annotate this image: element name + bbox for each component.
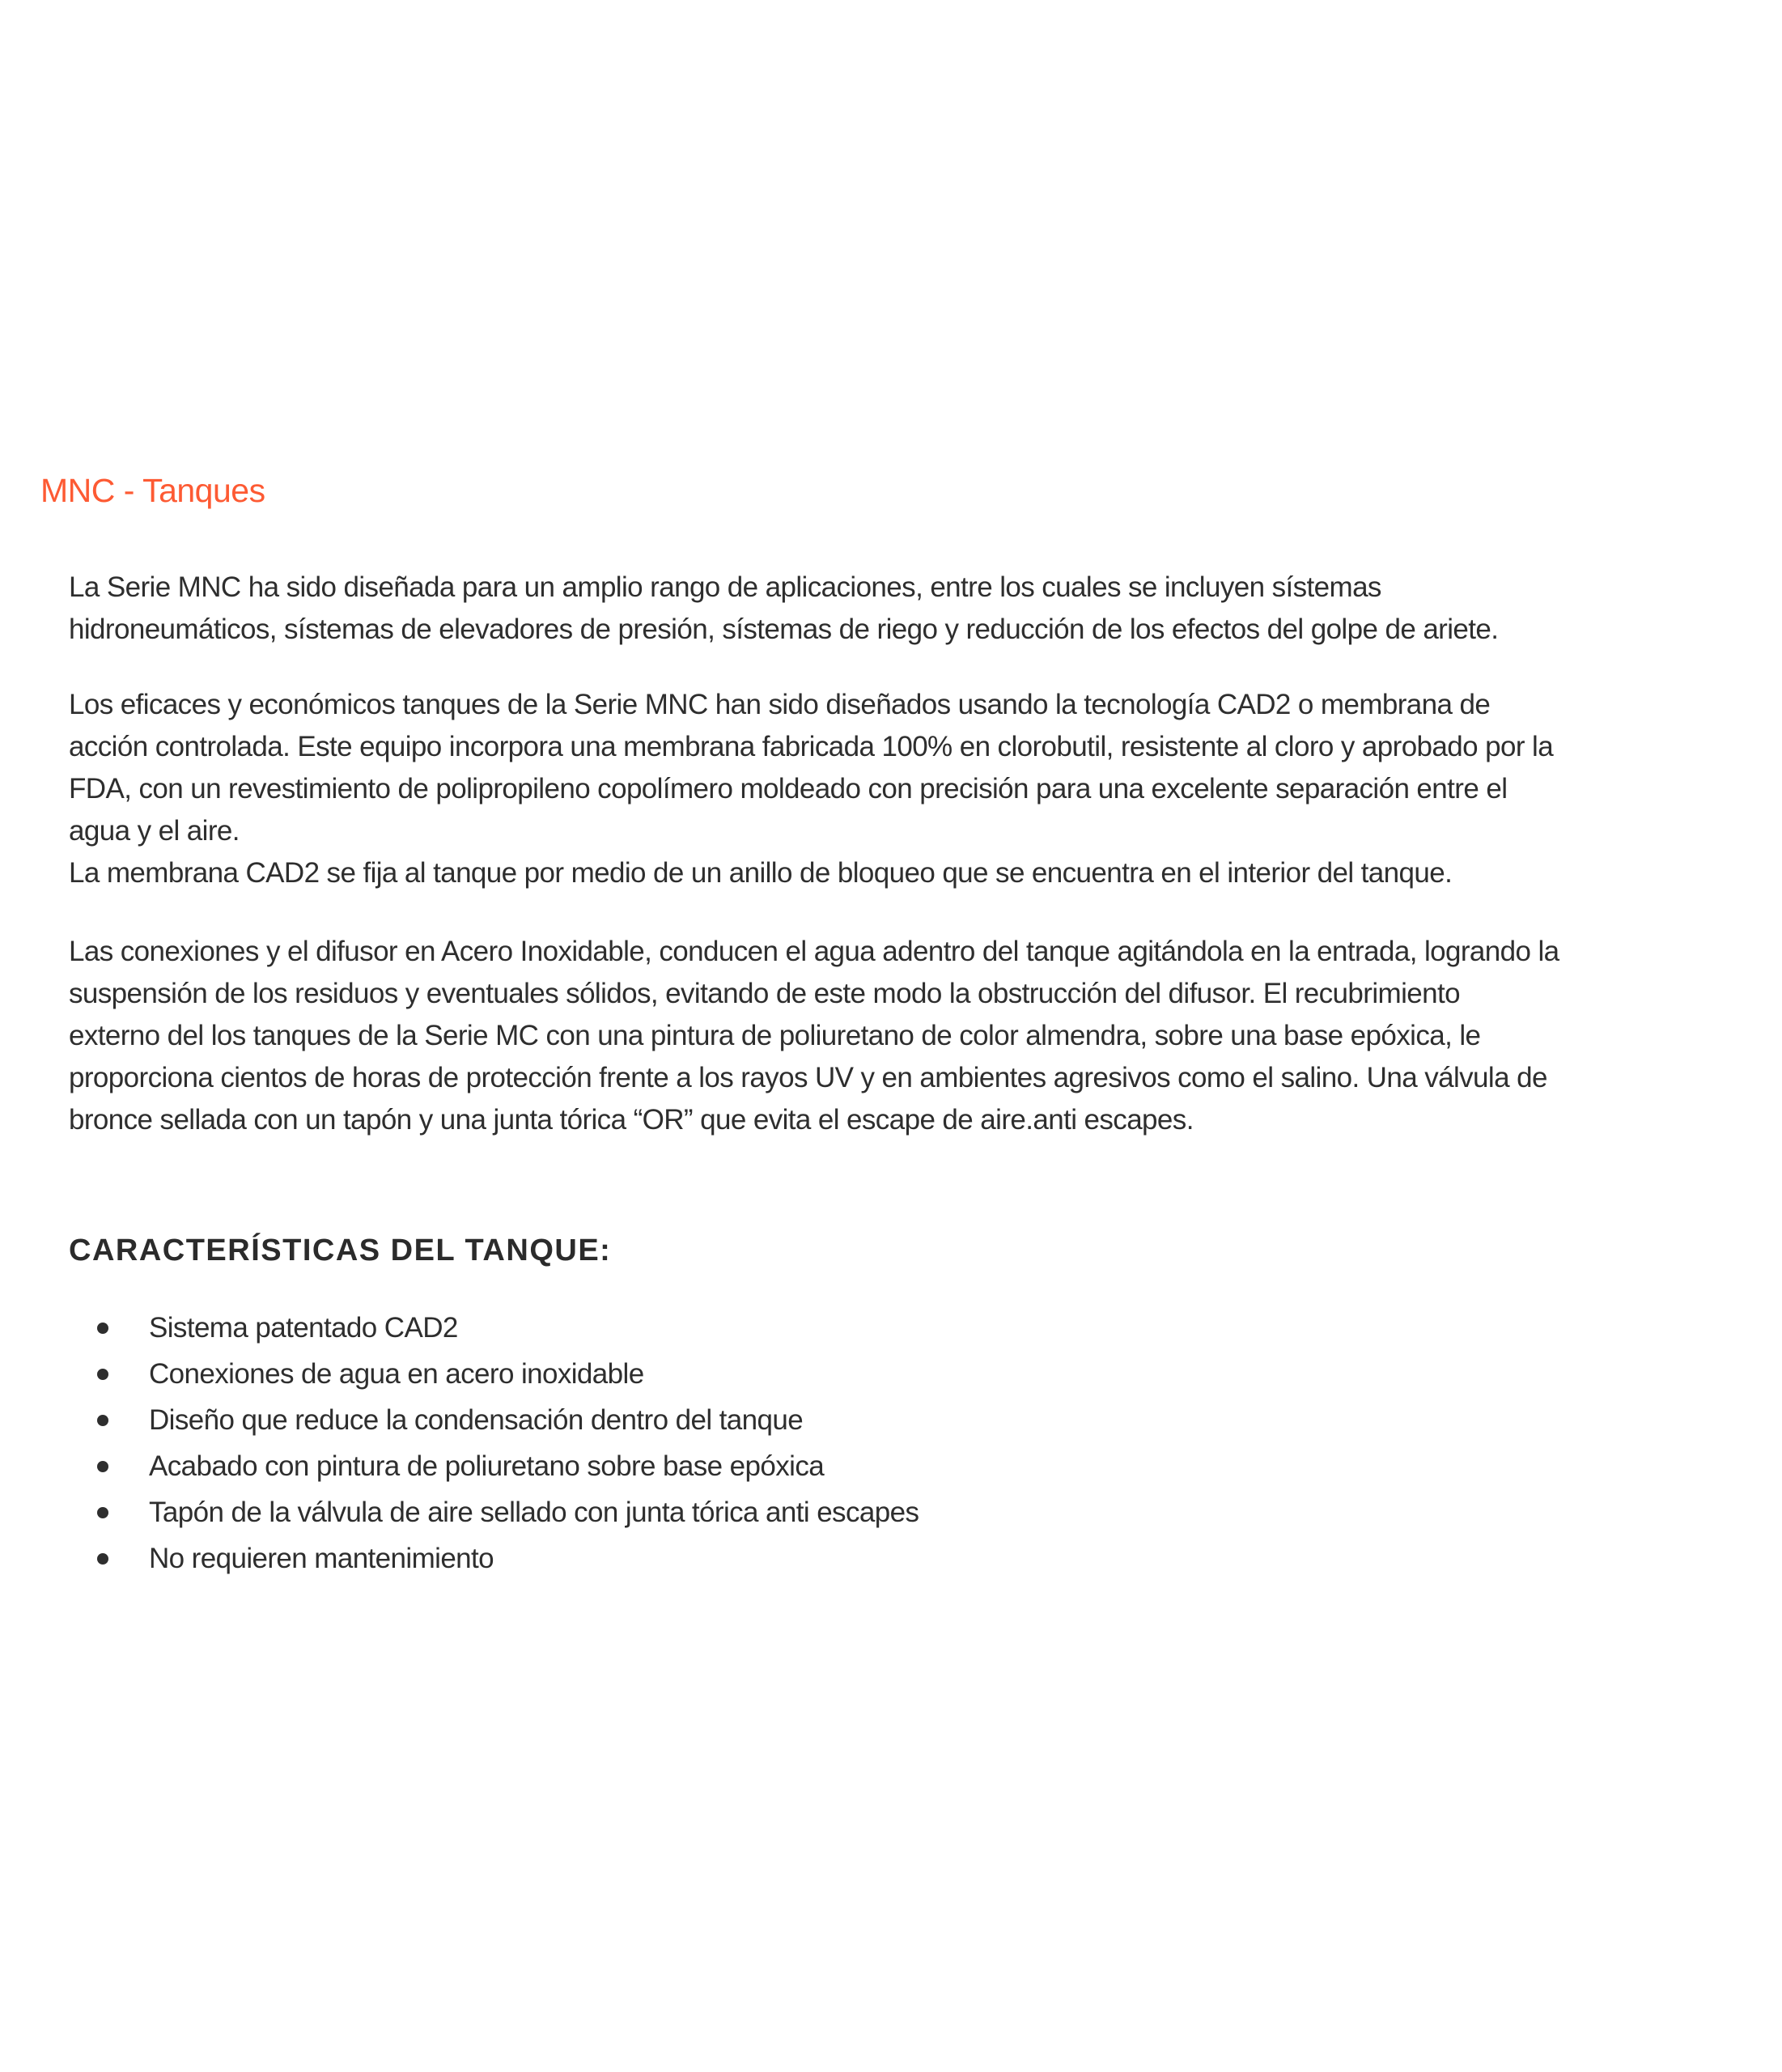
paragraph-line: hidroneumáticos, sístemas de elevadores de presión, sístemas de riego y reducción de los efectos del golpe de ariete. (69, 614, 1499, 645)
bullet-dot-icon (97, 1461, 108, 1472)
bullet-dot-icon (97, 1323, 108, 1334)
paragraph-line: proporciona cientos de horas de protección frente a los rayos UV y en ambientes agresivos como el salino. Una válvula de (69, 1062, 1547, 1093)
list-item (91, 1397, 919, 1443)
bullet-dot-icon (97, 1369, 108, 1380)
paragraph-line: Los eficaces y económicos tanques de la Serie MNC han sido diseñados usando la tecnología CAD2 o membrana de (69, 689, 1491, 720)
features-heading: CARACTERÍSTICAS DEL TANQUE: (69, 1233, 612, 1267)
feature-text: Sistema patentado CAD2 (149, 1312, 458, 1344)
paragraph-line: bronce sellada con un tapón y una junta tórica “OR” que evita el escape de aire.anti escapes. (69, 1104, 1194, 1136)
technology-paragraph (69, 684, 1744, 894)
paragraph-line: externo del los tanques de la Serie MC con una pintura de poliuretano de color almendra, sobre una base epóxica, le (69, 1020, 1481, 1051)
features-list (91, 1305, 919, 1582)
feature-text: No requieren mantenimiento (149, 1543, 494, 1574)
intro-paragraph (69, 567, 1744, 651)
paragraph-line: La Serie MNC ha sido diseñada para un amplio rango de aplicaciones, entre los cuales se incluyen sístemas (69, 571, 1381, 603)
list-item (91, 1351, 919, 1397)
bullet-dot-icon (97, 1507, 108, 1518)
bullet-dot-icon (97, 1415, 108, 1426)
feature-text: Diseño que reduce la condensación dentro del tanque (149, 1404, 804, 1436)
paragraph-line: agua y el aire. (69, 815, 240, 847)
paragraph-line: Las conexiones y el difusor en Acero Inoxidable, conducen el agua adentro del tanque agitándola en la entrada, logrando la (69, 936, 1559, 967)
paragraph-line: suspensión de los residuos y eventuales sólidos, evitando de este modo la obstrucción del difusor. El recubrimiento (69, 978, 1460, 1009)
paragraph-line: FDA, con un revestimiento de polipropileno copolímero moldeado con precisión para una excelente separación entre el (69, 773, 1508, 805)
paragraph-line: acción controlada. Este equipo incorpora una membrana fabricada 100% en clorobutil, resistente al cloro y aprobado por la (69, 731, 1554, 762)
paragraph-line: La membrana CAD2 se fija al tanque por medio de un anillo de bloqueo que se encuentra en el interior del tanque. (69, 857, 1453, 889)
connections-paragraph (69, 931, 1744, 1141)
list-item (91, 1305, 919, 1351)
list-item (91, 1489, 919, 1535)
feature-text: Acabado con pintura de poliuretano sobre base epóxica (149, 1450, 825, 1482)
page-title: MNC - Tanques (40, 472, 265, 509)
bullet-dot-icon (97, 1553, 108, 1565)
list-item (91, 1535, 919, 1582)
list-item (91, 1443, 919, 1489)
feature-text: Conexiones de agua en acero inoxidable (149, 1358, 644, 1390)
feature-text: Tapón de la válvula de aire sellado con junta tórica anti escapes (149, 1497, 919, 1528)
